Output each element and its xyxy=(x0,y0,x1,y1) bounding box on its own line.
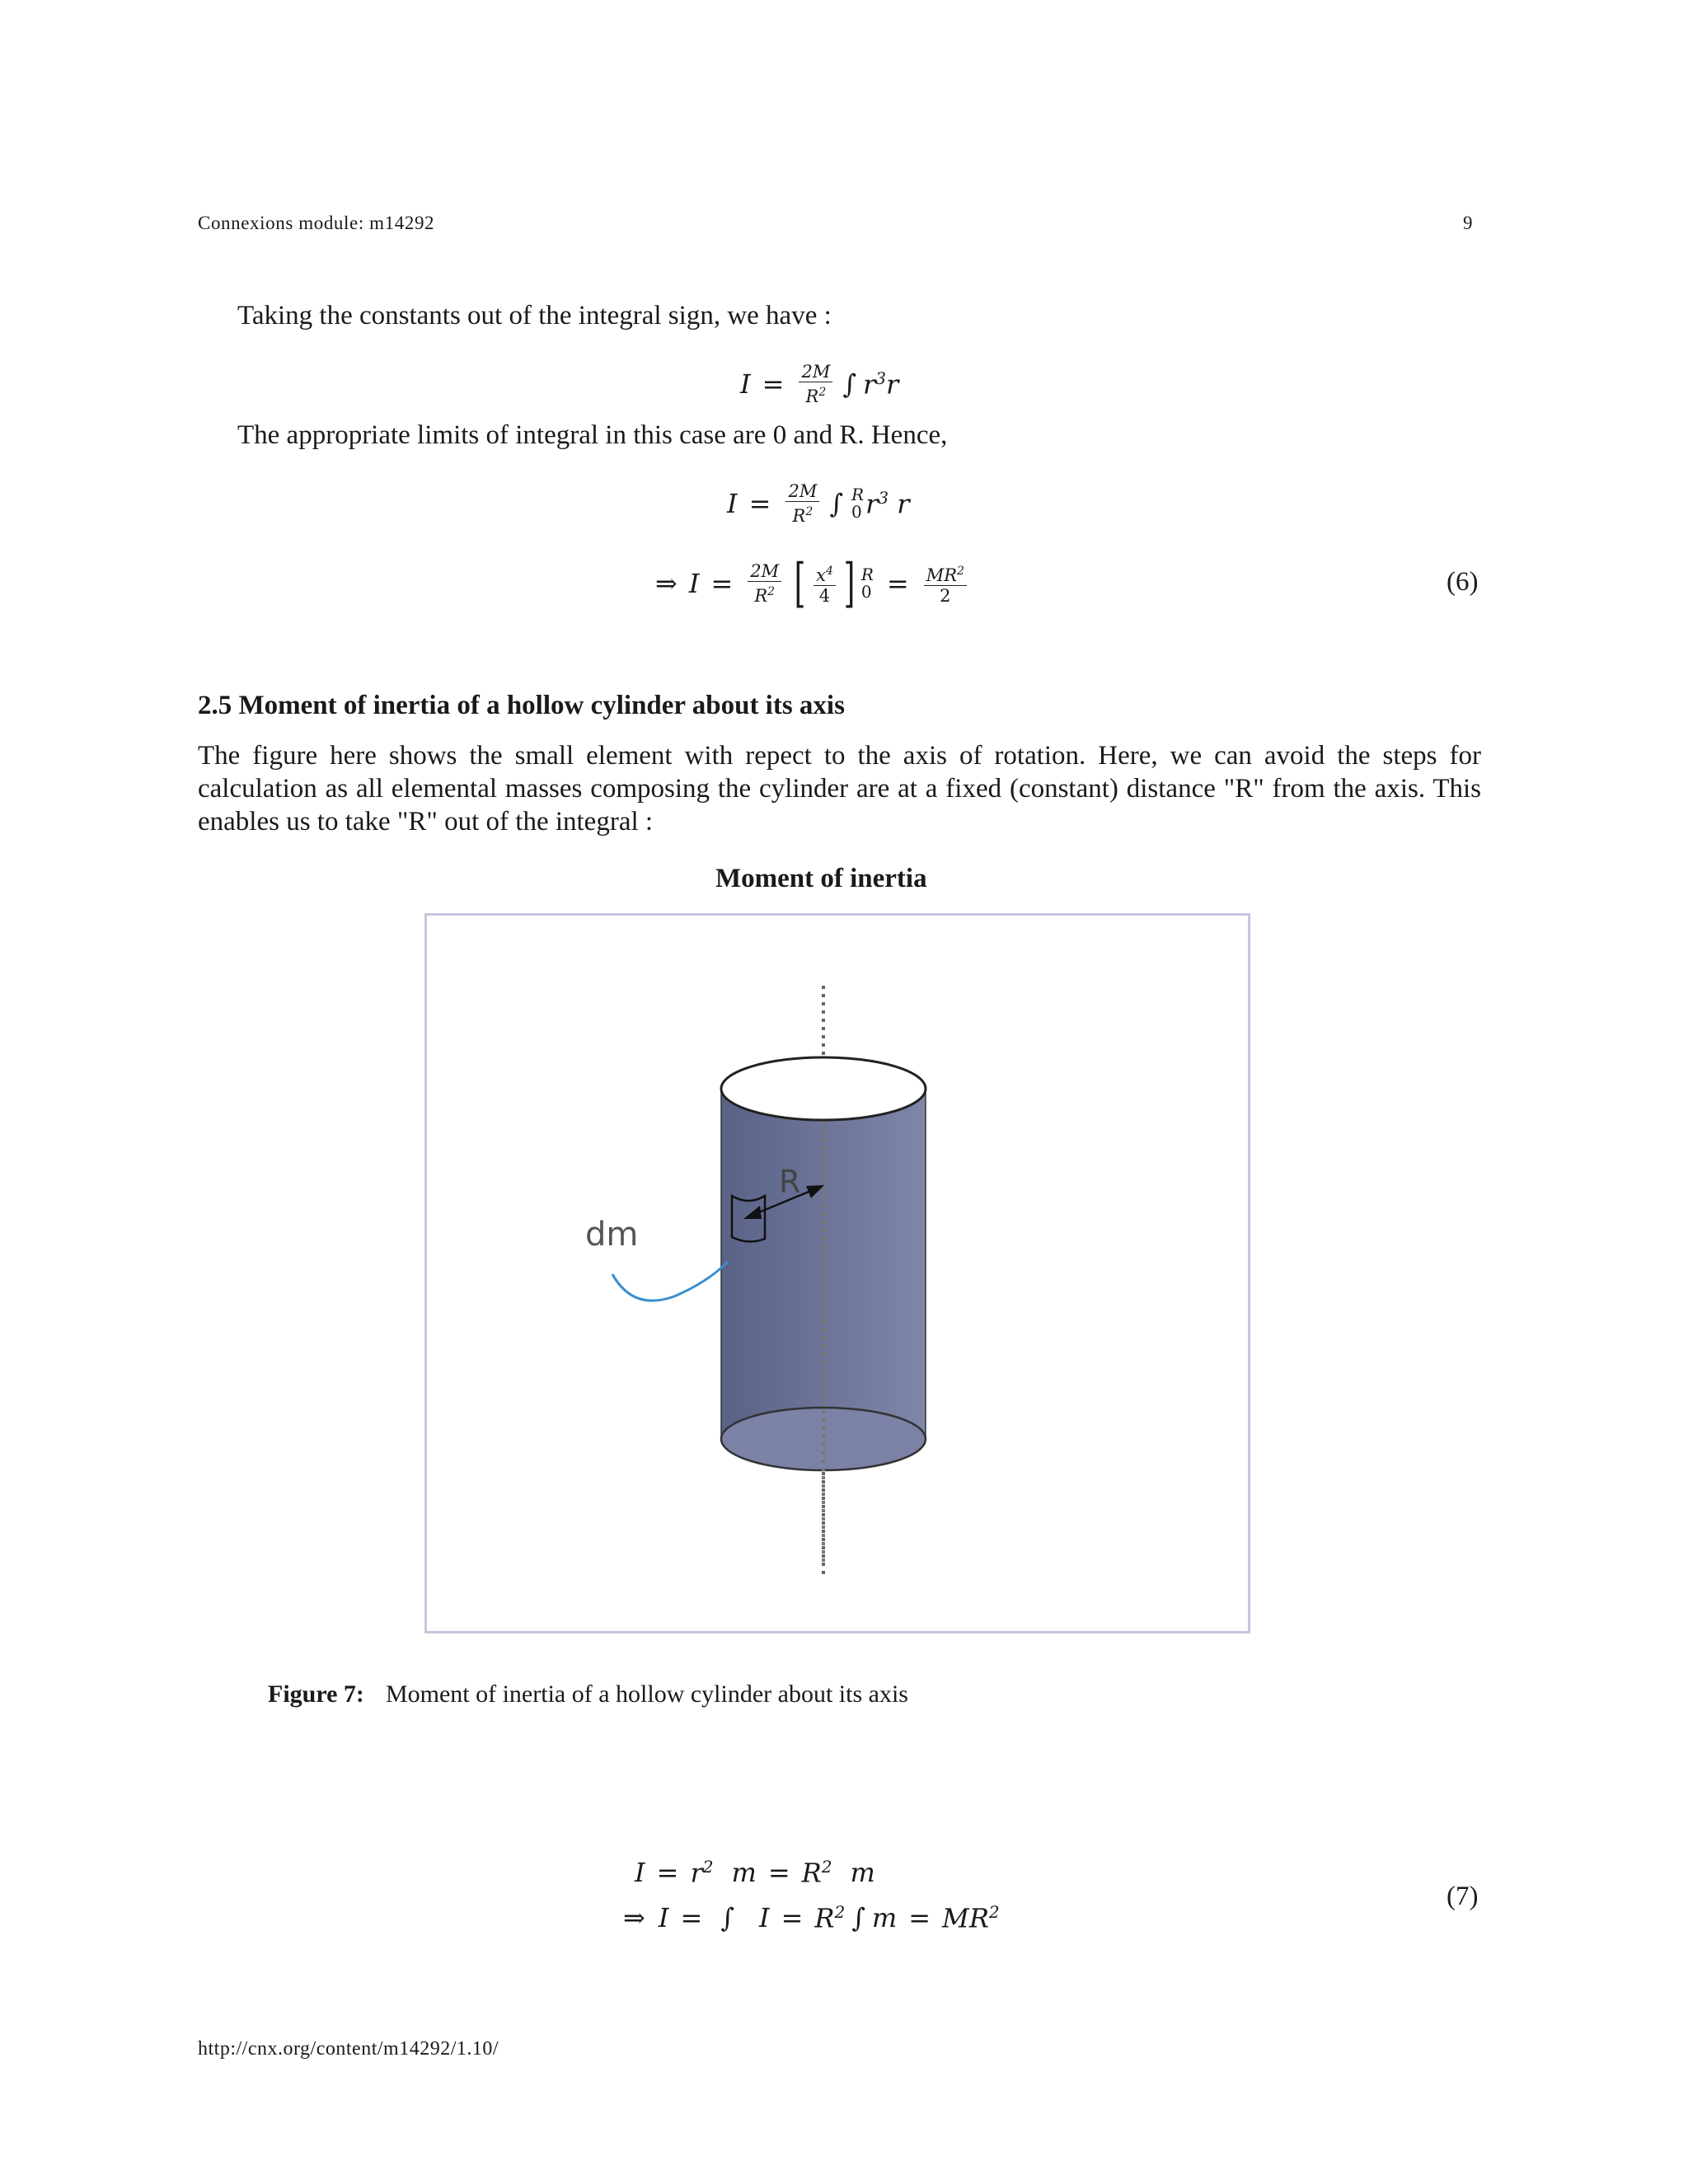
paragraph-limits: The appropriate limits of integral in this case are 0 and R. Hence, xyxy=(237,420,948,450)
label-R: R xyxy=(779,1164,801,1200)
equation-integral-unbounded: I = $\frac{2M}{R^2}$ ∫ $r^3r$ xyxy=(740,362,899,406)
equation-7-line-1: I = $r^2$ m = $R^2$ m xyxy=(635,1857,875,1889)
running-header: Connexions module: m14292 xyxy=(198,213,435,233)
caption-label: Figure 7: xyxy=(268,1680,364,1708)
equation-7-line-2: ⇒ I = ∫ I = $R^2$ ∫ m = $MR^2$ xyxy=(623,1902,1000,1934)
dm-pointer-curve xyxy=(612,1262,728,1301)
caption-text: Moment of inertia of a hollow cylinder about its axis xyxy=(385,1680,908,1708)
paragraph-constants: Taking the constants out of the integral sign, we have : xyxy=(237,301,832,330)
equation-number-7: (7) xyxy=(1447,1882,1479,1911)
footer-url[interactable]: http://cnx.org/content/m14292/1.10/ xyxy=(198,2038,499,2060)
hollow-cylinder-diagram xyxy=(427,916,1248,1631)
figure-frame xyxy=(424,913,1250,1633)
label-dm: dm xyxy=(585,1216,639,1254)
figure-caption xyxy=(268,1680,908,1708)
paragraph-hollow-cylinder: The figure here shows the small element with repect to the axis of rotation. Here, we can avoid the steps for calculation as all elemental masses composing the cylinder are at a fixed (constant) distance "R" from the axis. This enables us to take "R" out of the integral : xyxy=(198,741,1481,837)
cylinder-top xyxy=(721,1057,926,1120)
equation-number-6: (6) xyxy=(1447,567,1479,597)
equation-6: ⇒ I = $\frac{2M}{R^2}$ [ $\frac{x^4}{4}$ ] R 0 = $\frac{MR^2}{2}$ xyxy=(655,559,970,608)
equation-integral-bounded: I = $\frac{2M}{R^2}$ ∫ R 0 $r^3$ r xyxy=(727,481,910,526)
page-number: 9 xyxy=(1463,213,1473,233)
section-heading: 2.5 Moment of inertia of a hollow cylinder about its axis xyxy=(198,691,845,720)
figure-title: Moment of inertia xyxy=(715,864,927,893)
